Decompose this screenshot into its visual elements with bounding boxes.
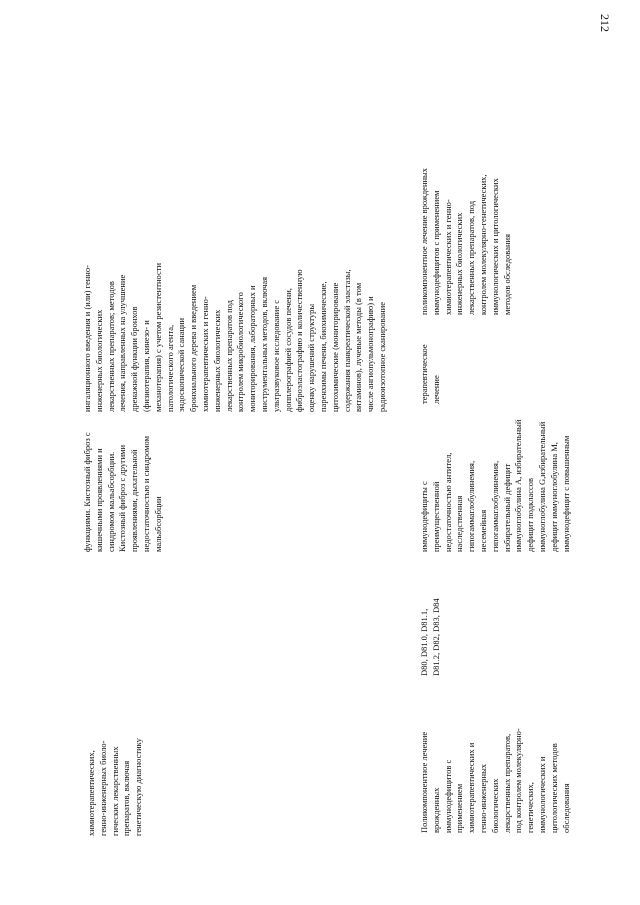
text-line: бронхиального дерева и введением [188,284,199,412]
text-line: генетическую диагностику [133,738,144,836]
text-line: инженерных биологических [454,212,465,315]
text-line: гипогаммаглобулинемия, [489,460,500,552]
treatment-type-cell [419,344,443,404]
text-line: мальабсорбции [152,496,163,552]
text-line: избирательный дефицит [501,463,512,552]
text-line: лечения, направленных на улучшение [117,274,128,412]
text-line: лекарственных препаратов; методов [105,281,116,412]
text-line: функциями. Кистозный фиброз с [82,432,92,552]
text-line: Поликомпонентное лечение [419,731,429,833]
text-line: иммунодефицитов с применением [430,190,441,315]
text-line: инженерных биологических [93,309,104,412]
text-line: химиотерапевтических и генно- [199,296,210,412]
text-line: оценку нарушений структуры [306,303,317,412]
text-line: лекарственных препаратов, [501,733,512,833]
text-line: генно-инженерных [477,763,488,833]
diagnosis-cell-immunodeficiency [419,420,572,552]
text-line: недостаточностью и синдромом [140,436,151,552]
text-line: поликомпонентное лечение врожденных [419,167,429,315]
text-line: допплерографией сосудов печени, [282,288,293,412]
text-line: гических лекарственных [109,746,120,836]
text-line: числе ангиопульмонографию) и [365,296,376,412]
text-line: под контролем молекулярно- [513,728,524,833]
text-line: синдромом мальабсорбции. [105,451,116,552]
text-line: цитохимические (мониторирование [329,282,340,412]
text-line: инженерных биологических [211,309,222,412]
text-line: лекарственных препаратов под [223,299,234,412]
text-line: наследственная [454,495,465,552]
text-line: лекарственных препаратов, под [466,200,477,315]
text-line: мониторирования, лабораторных и [247,285,258,412]
page-number: 212 [598,14,612,32]
text-line: (физиотерапия, кинезо- и [140,320,151,412]
text-line: биологических [489,778,500,833]
icd-codes-cell [419,598,443,676]
text-line: препаратов, включая [121,760,132,836]
text-line: иммунодефицит с повышенным [560,435,571,552]
text-line: фиброэластографию и количественную [294,269,305,412]
text-line: D80, D81.0, D81.1, [419,608,429,676]
text-line: преимущественной [430,481,441,552]
text-line: иммунодефициты с [419,481,429,552]
text-line: иммунологических и цитологических [489,178,500,315]
text-line: лечение [430,375,441,404]
text-line: эндоскопической санации [176,317,187,412]
text-line: иммуноглобулина G,избирательный [536,421,547,552]
text-line: инструментальных методов, включая [258,276,269,412]
service-name-carryover [86,738,145,836]
text-line: ультразвуковое исследование с [270,299,281,412]
text-line: D81.2, D82, D83, D84 [430,598,441,676]
text-line: цитологических методов [548,743,559,833]
service-name-cell-immunodeficiency [419,728,572,833]
text-line: иммуноглобулина A, избирательный [513,419,524,552]
text-line: радиоизотопное сканирование [376,301,387,412]
text-line: иммунологических и [536,756,547,833]
text-line: терапевтическое [419,344,429,404]
text-line: витаминов), лучевые методы (в том [353,282,364,412]
treatment-method-cell-cystic-fibrosis [82,263,389,412]
text-line: недостаточностью антител, [442,452,453,552]
text-line: дефицит иммуноглобулина M, [548,442,559,552]
treatment-method-cell-immunodeficiency [419,168,513,315]
text-line: обследования [560,783,571,833]
text-line: патологического агента, [164,324,175,412]
text-line: контролем микробиологического [235,292,246,412]
text-line: дефицит подклассов [525,477,536,552]
text-line: иммунодефицитов с [442,759,453,833]
text-line: несемейная [477,509,488,552]
text-line: гипогаммаглобулинемия, [466,460,477,552]
text-line: Кистозный фиброз с другими [117,444,128,552]
text-line: врожденных [430,787,441,833]
text-line: механотерапия) с учетом резистентности [152,263,163,412]
text-line: химиотерапевтических, [86,750,96,836]
text-line: генно-инженерных биоло- [97,740,108,836]
diagnosis-cell-cystic-fibrosis [82,432,165,552]
text-line: химиотерапевтических и генно- [442,199,453,315]
text-line: кишечными проявлениями и [93,448,104,552]
text-line: контролем молекулярно-генетических, [477,174,488,315]
text-line: генетических, [525,782,536,833]
text-line: химиотерапевтических и [466,742,477,833]
text-line: дренажной функции бронхов [129,306,140,412]
text-line: паренхимы печени, биохимические, [317,281,328,412]
text-line: применением [454,783,465,833]
text-line: проявлениями, дыхательной [129,449,140,552]
text-line: содержания панкреатической эластазы, [341,269,352,412]
text-line: методов обследования [501,234,512,315]
text-line: ингаляционного введения и (или) генно- [82,265,92,412]
